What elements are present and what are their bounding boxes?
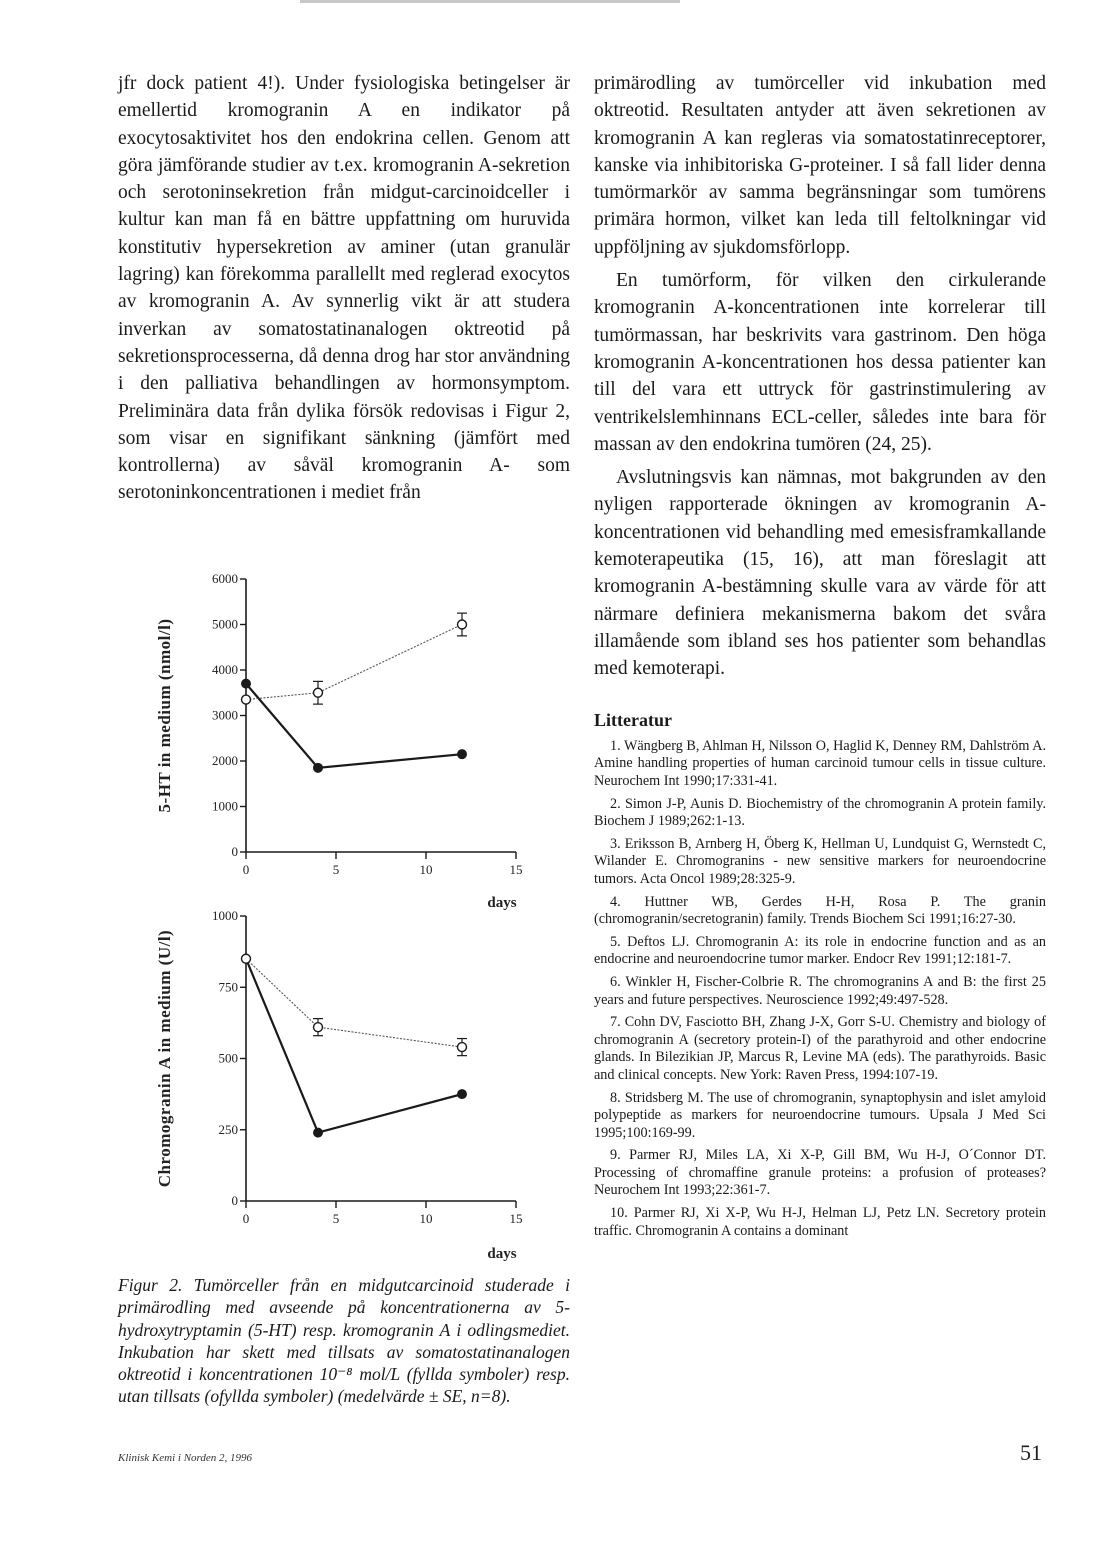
- y-tick-label: 2000: [212, 753, 238, 768]
- reference-item: 3. Eriksson B, Arnberg H, Öberg K, Hellman U, Lundquist G, Wernstedt C, Wilander E. Chromogranins - new sensitive markers for neuroendocrine tumors. Acta Oncol 1989;28:325-9.: [594, 835, 1046, 887]
- y-tick-label: 1000: [212, 908, 238, 923]
- y-axis-label: 5-HT in medium (nmol/l): [155, 618, 174, 813]
- reference-item: 10. Parmer RJ, Xi X-P, Wu H-J, Helman LJ, Petz LN. Secretory protein traffic. Chromogranin A contains a dominant: [594, 1205, 1046, 1239]
- y-tick-label: 500: [218, 1050, 238, 1066]
- data-point-open: [314, 688, 323, 697]
- chart-5ht: [140, 570, 560, 910]
- data-point-open: [458, 1043, 467, 1052]
- figure-caption: Figur 2. Tumörceller från en midgutcarcinoid studerade i primärodling med avseende på koncentrationerna av 5-hydroxytryptamin (5-HT) resp. kromogranin A i odlingsmediet. Inkubation har skett med tillsats av somatostatinanalogen oktreotid i koncentrationen 10⁻⁸ mol/L (fyllda symboler) resp. utan tillsats (ofyllda symboler) (medelvärde ± SE, n=8).: [118, 1275, 570, 1407]
- x-tick-label: 5: [332, 1211, 340, 1226]
- y-tick-label: 4000: [212, 662, 238, 677]
- y-tick-label: 6000: [212, 571, 238, 586]
- reference-item: 2. Simon J-P, Aunis D. Biochemistry of the chromogranin A protein family. Biochem J 1989;262:1-13.: [594, 795, 1046, 830]
- data-point-filled: [314, 763, 323, 772]
- data-point-filled: [242, 679, 251, 688]
- x-tick-label: 5: [332, 862, 340, 877]
- right-column: [594, 70, 1046, 1245]
- journal-footer: Klinisk Kemi i Norden 2, 1996: [118, 1452, 253, 1464]
- x-tick-label: 10: [419, 862, 433, 877]
- data-point-filled: [314, 1128, 323, 1137]
- reference-item: 7. Cohn DV, Fasciotto BH, Zhang J-X, Gorr S-U. Chemistry and biology of chromogranin A (secretory protein-I) of the parathyroid and other endocrine glands. In Bilezikian JP, Marcus R, Levine MA (eds). The parathyroids. Basic and clinical concepts. New York: Raven Press, 1994:107-19.: [594, 1014, 1046, 1083]
- y-tick-label: 5000: [212, 616, 238, 632]
- x-tick-label: 15: [509, 862, 523, 877]
- y-tick-label: 0: [231, 844, 238, 859]
- reference-item: 1. Wängberg B, Ahlman H, Nilsson O, Haglid K, Denney RM, Dahlström A. Amine handling properties of human carcinoid tumour cells in tissue culture. Neurochem Int 1990;17:331-41.: [594, 737, 1046, 790]
- y-tick-label: 0: [231, 1193, 238, 1208]
- x-tick-label: 15: [509, 1211, 523, 1226]
- body-paragraph: En tumörform, för vilken den cirkulerande kromogranin A-koncentrationen inte korrelerar till tumörmassan, har beskrivits vara gastrinom. Den höga kromogranin A-koncentrationen hos dessa patienter kan till del vara ett uttryck för gastrinstimulering av ventrikelslemhinnans ECL-celler, således inte bara för massan av den endokrina tumören (24, 25).: [594, 270, 1046, 455]
- x-axis-label: days: [487, 895, 517, 911]
- data-point-open: [242, 954, 251, 963]
- body-paragraph: Avslutningsvis kan nämnas, mot bakgrunden av den nyligen rapporterade ökningen av kromogranin A-koncentrationen vid behandling med emesisframkallande kemoterapeutika (15, 16), att man föreslagit att kromogranin A-bestämning skulle vara av värde för att närmare definiera mekanismerna bakom det svåra illamående som ibland ses hos patienter som behandlas med kemoterapi.: [594, 467, 1046, 680]
- reference-item: 4. Huttner WB, Gerdes H-H, Rosa P. The granin (chromogranin/secretogranin) family. Trends Biochem Sci 1991;16:27-30.: [594, 893, 1046, 928]
- series-line: [246, 959, 462, 1133]
- y-tick-label: 750: [218, 979, 238, 995]
- x-tick-label: 0: [242, 1211, 250, 1226]
- series-line: [246, 959, 462, 1047]
- chart-chromogranin-a: [140, 890, 560, 1270]
- reference-item: 9. Parmer RJ, Miles LA, Xi X-P, Gill BM, Wu H-J, O´Connor DT. Processing of chromaffine granule proteins: a profusion of proteases? Neurochem Int 1993;22:361-7.: [594, 1147, 1046, 1199]
- y-tick-label: 1000: [212, 798, 238, 814]
- x-axis-label: days: [487, 1246, 517, 1262]
- scan-edge-line: [300, 0, 680, 3]
- data-point-filled: [458, 1090, 467, 1099]
- body-paragraph: jfr dock patient 4!). Under fysiologiska betingelser är emellertid kromogranin A en indikator på exocytosaktivitet hos den endokrina cellen. Genom att göra jämförande studier av t.ex. kromogranin A-sekretion och serotoninsekretion från midgut-carcinoidceller i kultur kan man få en bättre uppfattning om huruvida konstitutiv hypersekretion av aminer (utan granulär lagring) kan förekomma parallellt med reglerad exocytos av kromogranin A. Av synnerlig vikt är att studera inverkan av somatostatinanalogen oktreotid på sekretionsprocesserna, då denna drog har stor användning i den palliativa behandlingen av hormonsymptom. Preliminära data från dylika försök redovisas i Figur 2, som visar en signifikant sänkning (jämfört med kontrollerna) av såväl kromogranin A- som serotoninkoncentrationen i mediet från: [118, 73, 570, 504]
- reference-item: 6. Winkler H, Fischer-Colbrie R. The chromogranins A and B: the first 25 years and future perspectives. Neuroscience 1992;49:497-528.: [594, 973, 1046, 1008]
- body-paragraph: primärodling av tumörceller vid inkubation med oktreotid. Resultaten antyder att även sekretionen av kromogranin A kan regleras via somatostatinreceptorer, kanske via inhibitoriska G-proteiner. I så fall lider denna tumörmarkör av samma begränsningar som tumörens primära hormon, vilket kan leda till feltolkningar vid uppföljning av sjukdomsförlopp.: [594, 73, 1046, 258]
- data-point-filled: [458, 750, 467, 759]
- references-heading: Litteratur: [594, 709, 672, 730]
- y-tick-label: 3000: [212, 707, 238, 723]
- data-point-open: [242, 695, 251, 704]
- left-column: [118, 70, 570, 507]
- reference-list: [594, 738, 1046, 1240]
- page-number: 51: [1020, 1440, 1042, 1465]
- reference-item: 5. Deftos LJ. Chromogranin A: its role in endocrine function and as an endocrine and neuroendocrine tumor marker. Endocr Rev 1991;12:181-7.: [594, 933, 1046, 968]
- series-line: [246, 625, 462, 700]
- y-axis-label: Chromogranin A in medium (U/l): [155, 929, 174, 1188]
- data-point-open: [458, 620, 467, 629]
- data-point-open: [314, 1023, 323, 1032]
- y-tick-label: 250: [218, 1121, 238, 1137]
- x-tick-label: 10: [419, 1211, 433, 1226]
- reference-item: 8. Stridsberg M. The use of chromogranin, synaptophysin and islet amyloid polypeptide as markers for neuroendocrine tumours. Upsala J Med Sci 1995;100:169-99.: [594, 1089, 1046, 1141]
- x-tick-label: 0: [242, 862, 250, 877]
